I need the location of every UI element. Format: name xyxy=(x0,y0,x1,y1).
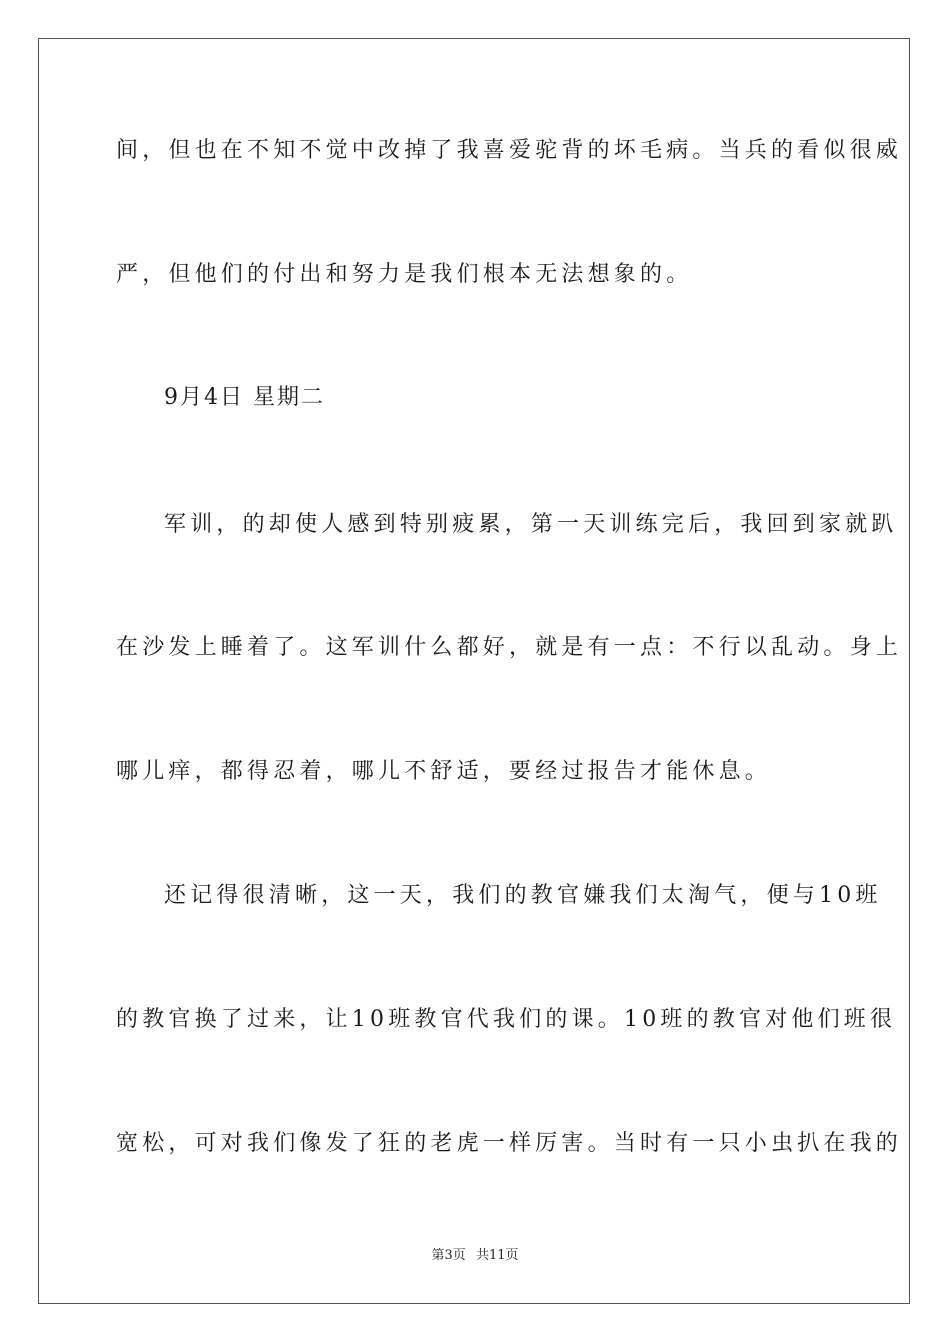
date-heading: 9月4日 星期二 xyxy=(164,385,325,410)
text-line-5: 在沙发上睡着了。这军训什么都好，就是有一点：不行以乱动。身上 xyxy=(116,635,903,660)
page-number: 第3页 xyxy=(431,1248,466,1263)
text-line-9: 宽松，可对我们像发了狂的老虎一样厉害。当时有一只小虫扒在我的 xyxy=(116,1131,903,1156)
text-line-4: 军训，的却使人感到特别疲累，第一天训练完后，我回到家就趴 xyxy=(164,512,898,537)
text-line-6: 哪儿痒，都得忍着，哪儿不舒适，要经过报告才能休息。 xyxy=(116,759,772,784)
text-line-7: 还记得很清晰，这一天，我们的教官嫌我们太淘气，便与10班 xyxy=(164,883,882,908)
page-frame xyxy=(38,38,910,1304)
text-line-1: 间，但也在不知不觉中改掉了我喜爱驼背的坏毛病。当兵的看似很威 xyxy=(116,138,903,163)
page-total: 共11页 xyxy=(475,1248,519,1263)
text-line-8: 的教官换了过来，让10班教官代我们的课。10班的教官对他们班很 xyxy=(116,1007,897,1032)
page-footer xyxy=(0,1247,950,1265)
text-line-2: 严，但他们的付出和努力是我们根本无法想象的。 xyxy=(116,262,693,287)
